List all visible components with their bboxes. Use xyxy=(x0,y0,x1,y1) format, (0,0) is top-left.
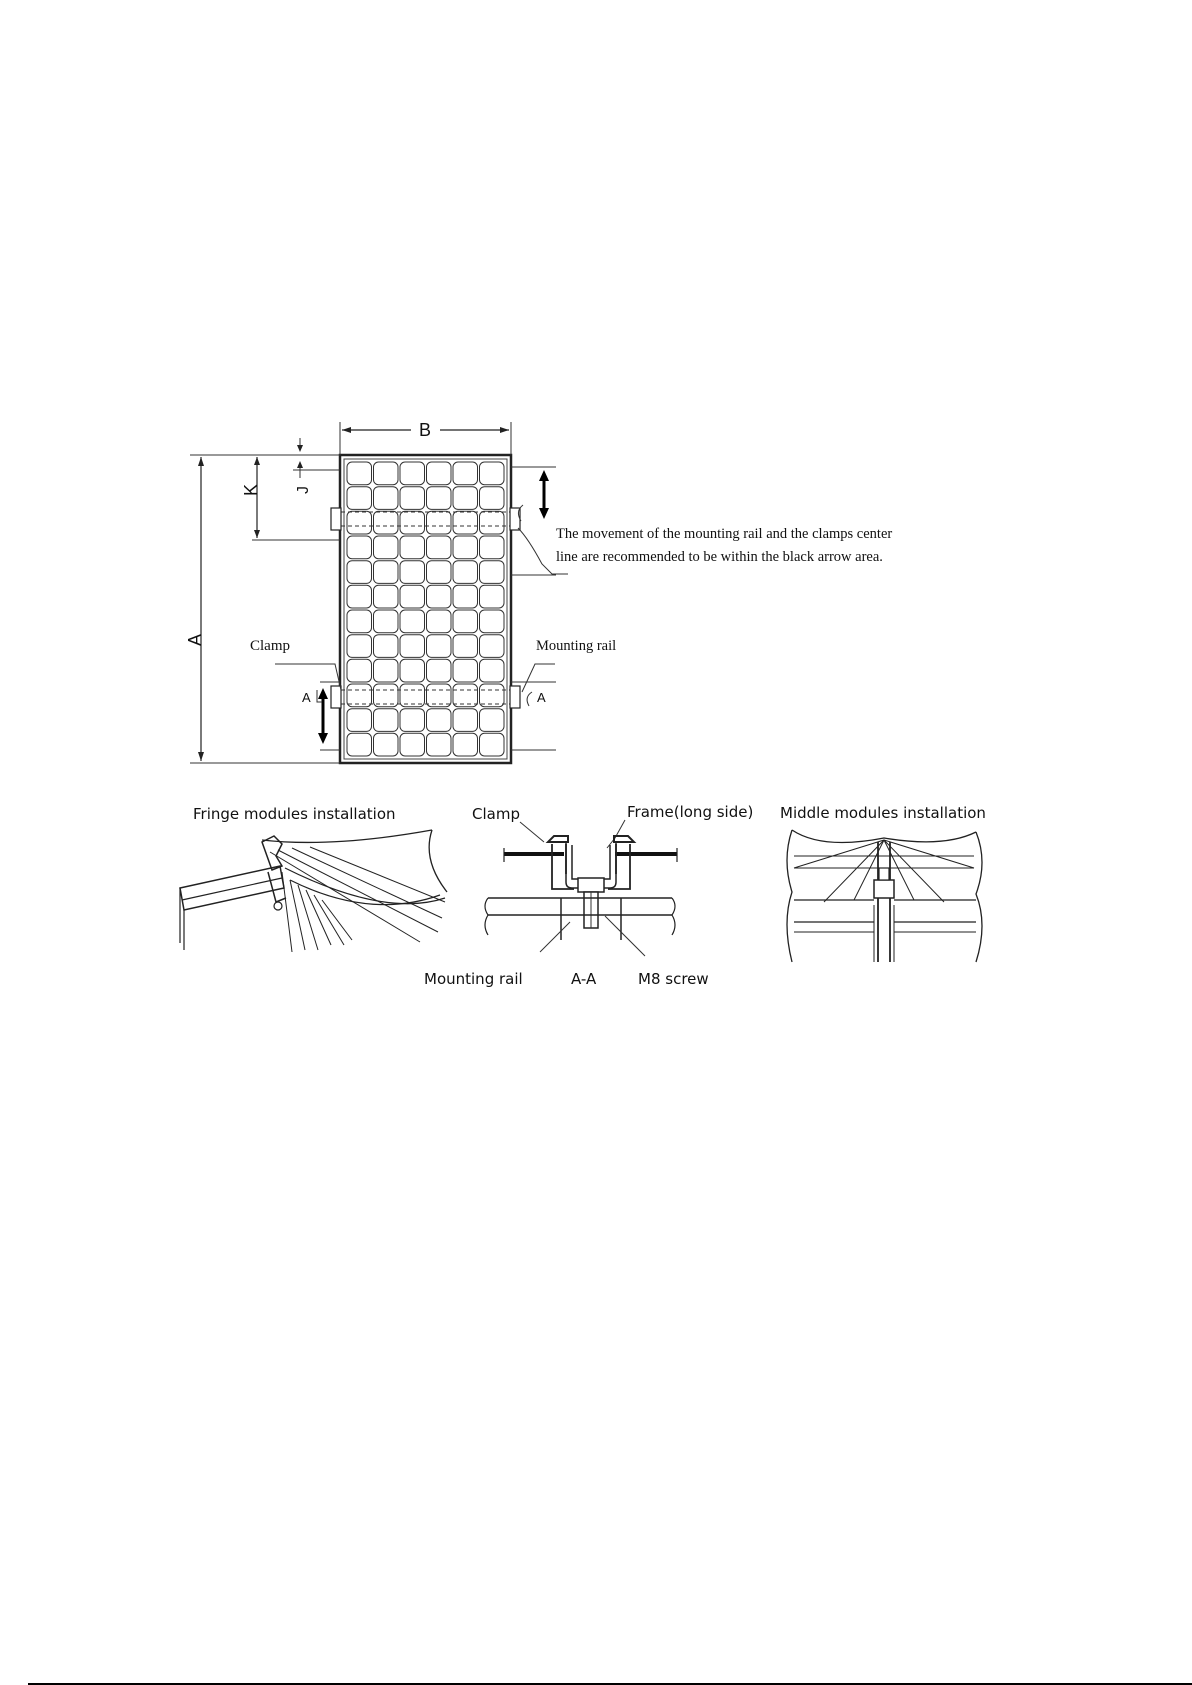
solar-cell xyxy=(374,462,399,485)
solar-cell xyxy=(453,536,478,559)
fringe-title: Fringe modules installation xyxy=(193,805,396,823)
solar-cell xyxy=(427,487,452,510)
solar-cell xyxy=(347,585,372,608)
solar-cell xyxy=(480,684,505,707)
solar-cell xyxy=(480,511,505,534)
solar-cell xyxy=(347,561,372,584)
solar-cell xyxy=(453,511,478,534)
solar-cell xyxy=(400,610,425,633)
solar-cell xyxy=(400,684,425,707)
clamp-upper-left xyxy=(331,508,341,530)
solar-cell xyxy=(480,733,505,756)
solar-cell xyxy=(427,511,452,534)
solar-cell xyxy=(453,487,478,510)
solar-cell xyxy=(427,733,452,756)
solar-cell xyxy=(480,659,505,682)
solar-cell xyxy=(480,709,505,732)
upper-movement-arrow xyxy=(539,470,549,519)
solar-cell xyxy=(374,659,399,682)
solar-cell xyxy=(347,659,372,682)
solar-cell xyxy=(453,462,478,485)
section-marker-left: A xyxy=(302,690,311,705)
section-frame-label: Frame(long side) xyxy=(627,803,754,821)
solar-cell xyxy=(400,635,425,658)
solar-cell xyxy=(480,585,505,608)
solar-cell xyxy=(374,684,399,707)
solar-cell xyxy=(400,511,425,534)
note-line-1: The movement of the mounting rail and the clamps center xyxy=(556,526,893,542)
solar-cell xyxy=(400,659,425,682)
solar-cell xyxy=(480,561,505,584)
solar-cell xyxy=(347,684,372,707)
solar-cell xyxy=(347,511,372,534)
solar-cell xyxy=(453,709,478,732)
solar-cell xyxy=(400,462,425,485)
solar-cell xyxy=(347,487,372,510)
solar-cell xyxy=(400,561,425,584)
clamp-lower-right xyxy=(510,686,520,708)
dimension-j xyxy=(293,438,340,494)
solar-cell xyxy=(400,487,425,510)
solar-cell xyxy=(427,709,452,732)
solar-cell xyxy=(400,733,425,756)
solar-cell xyxy=(480,487,505,510)
solar-cell xyxy=(453,635,478,658)
mounting-rail-label: Mounting rail xyxy=(536,638,617,654)
solar-cell xyxy=(347,709,372,732)
solar-cell xyxy=(480,536,505,559)
solar-cell xyxy=(427,635,452,658)
section-rail-label: Mounting rail xyxy=(424,970,523,988)
note-line-2: line are recommended to be within the black arrow area. xyxy=(556,549,883,565)
solar-cell xyxy=(347,462,372,485)
right-panel-glass xyxy=(615,852,677,856)
solar-cell xyxy=(374,635,399,658)
solar-cell xyxy=(374,536,399,559)
solar-cell xyxy=(347,610,372,633)
solar-cell xyxy=(400,585,425,608)
solar-cell xyxy=(374,709,399,732)
middle-modules-view xyxy=(780,804,986,962)
solar-cell xyxy=(400,709,425,732)
solar-cell xyxy=(480,635,505,658)
solar-cell xyxy=(453,733,478,756)
solar-cell xyxy=(374,585,399,608)
solar-cell xyxy=(374,561,399,584)
solar-cell xyxy=(347,635,372,658)
solar-cell xyxy=(427,561,452,584)
solar-cell xyxy=(427,585,452,608)
solar-cell xyxy=(453,684,478,707)
dimension-k-label: K xyxy=(241,483,261,497)
dimension-j-label: J xyxy=(295,486,312,494)
fringe-modules-view xyxy=(180,805,447,952)
clamp-lower-left xyxy=(331,686,341,708)
section-screw-label: M8 screw xyxy=(638,970,709,988)
solar-cell xyxy=(453,659,478,682)
solar-cell xyxy=(374,487,399,510)
section-name-label: A-A xyxy=(571,970,597,988)
solar-cell xyxy=(480,610,505,633)
solar-cell xyxy=(427,659,452,682)
solar-cell xyxy=(427,610,452,633)
solar-cell xyxy=(453,561,478,584)
section-marker-right: A xyxy=(537,690,546,705)
section-clamp-label: Clamp xyxy=(472,805,520,823)
solar-cell xyxy=(347,733,372,756)
solar-cell xyxy=(427,462,452,485)
solar-cell xyxy=(427,684,452,707)
middle-title: Middle modules installation xyxy=(780,804,986,822)
solar-cell xyxy=(480,462,505,485)
dimension-b xyxy=(340,420,511,455)
module-plan-view xyxy=(185,420,892,763)
dimension-a xyxy=(185,455,340,763)
dimension-k xyxy=(241,455,340,540)
clamp-label: Clamp xyxy=(250,638,290,654)
dimension-b-label: B xyxy=(418,420,432,440)
solar-cell xyxy=(374,733,399,756)
solar-cell xyxy=(347,536,372,559)
lower-movement-arrow xyxy=(318,688,328,744)
solar-cell xyxy=(374,511,399,534)
solar-cell xyxy=(427,536,452,559)
left-panel-glass xyxy=(504,852,564,856)
solar-cell xyxy=(374,610,399,633)
dimension-a-label: A xyxy=(185,633,205,647)
solar-cell xyxy=(400,536,425,559)
section-aa-view xyxy=(424,803,753,988)
solar-cell xyxy=(453,610,478,633)
solar-cell xyxy=(453,585,478,608)
